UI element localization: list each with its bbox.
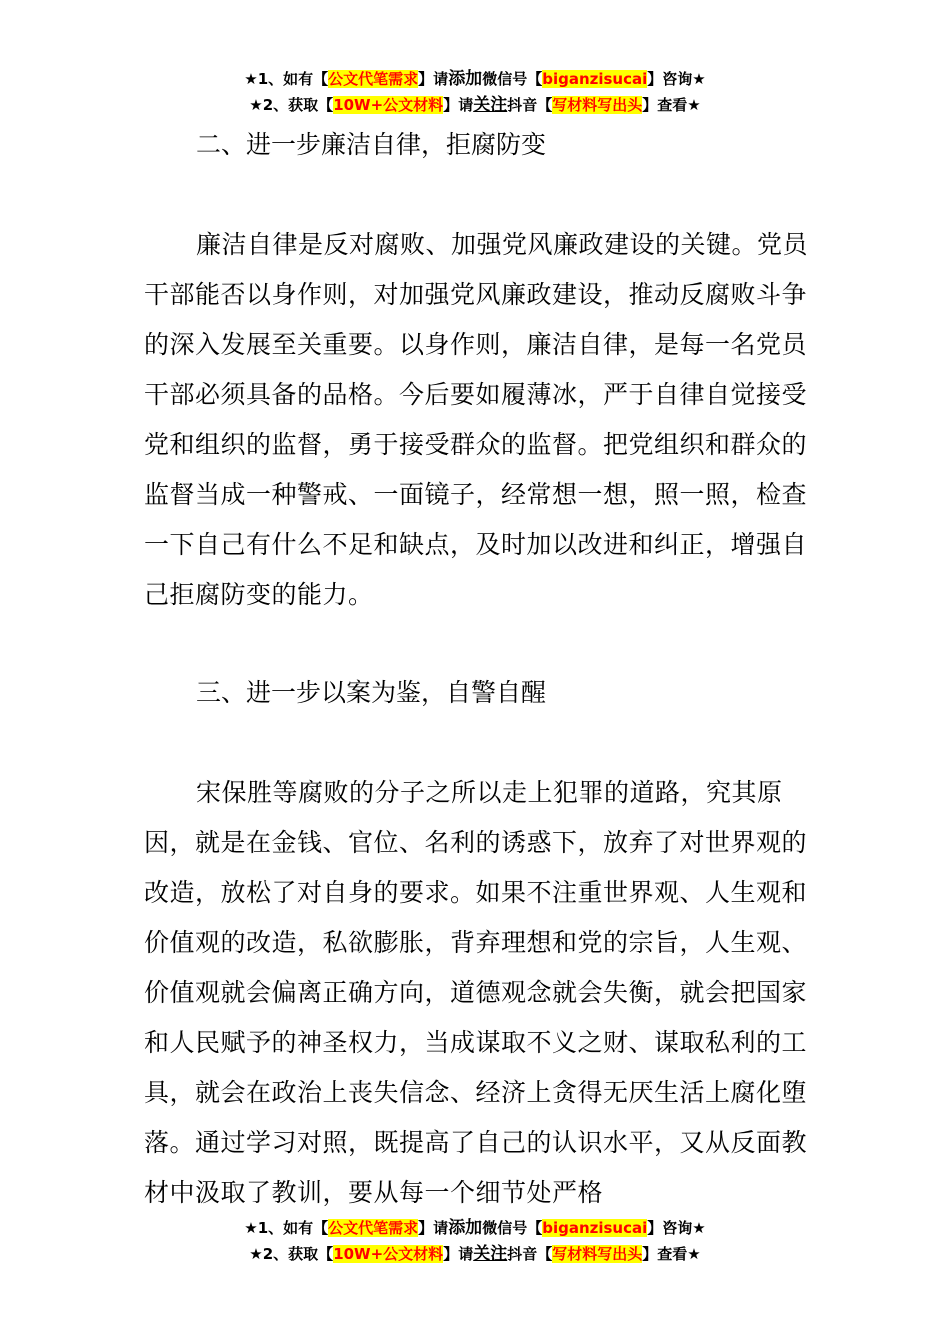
promo-wechat-id: biganzisucai [542,1219,648,1237]
promo-banner-top [0,66,950,118]
promo-emphasis: 关注 [473,1244,508,1264]
body-paragraph-1 [144,220,808,620]
promo-text: 抖音【 [507,1245,553,1263]
promo-highlight: 10W+公文材料 [333,1245,444,1263]
section-heading-2: 二、进一步廉洁自律，拒腐防变 [196,130,547,159]
paragraph-text: 宋保胜等腐败的分子之所以走上犯罪的道路，究其原因，就是在金钱、官位、名利的诱惑下，放弃了对世界观的改造，放松了对自身的要求。如果不注重世界观、人生观和价值观的改造，私欲膨胀，背弃理想和党的宗旨，人生观、价值观就会偏离正确方向，道德观念就会失衡，就会把国家和人民赋予的神圣权力，当成谋取不义之财、谋取私利的工具，就会在政治上丧失信念、经济上贪得无厌生活上腐化堕落。通过学习对照，既提高了自己的认识水平，又从反面教材中汲取了教训，要从每一个细节处严格 [144,778,808,1207]
promo-highlight: 公文代笔需求 [328,1219,419,1237]
promo-text: 微信号【 [482,1219,543,1237]
promo-line-2 [0,1241,950,1267]
promo-text: 】请 [443,1245,474,1263]
body-paragraph-2 [144,768,808,1218]
section-heading-3: 三、进一步以案为鉴，自警自醒 [196,678,547,707]
promo-line-2 [0,92,950,118]
paragraph-text: 廉洁自律是反对腐败、加强党风廉政建设的关键。党员干部能否以身作则，对加强党风廉政建设，推动反腐败斗争的深入发展至关重要。以身作则，廉洁自律，是每一名党员干部必须具备的品格。今后要如履薄冰，严于自律自觉接受党和组织的监督，勇于接受群众的监督。把党组织和群众的监督当成一种警戒、一面镜子，经常想一想，照一照，检查一下自己有什么不足和缺点，及时加以改进和纠正，增强自己拒腐防变的能力。 [144,230,809,609]
promo-suffix: 】查看★ [642,1245,701,1263]
promo-prefix: ★1、如有【 [244,1219,329,1237]
promo-highlight: 10W+公文材料 [333,96,444,114]
promo-text: 】请 [443,96,474,114]
promo-emphasis: 添加 [448,1218,483,1238]
promo-emphasis: 关注 [473,95,508,115]
promo-prefix: ★2、获取【 [249,1245,334,1263]
promo-wechat-id: biganzisucai [542,70,648,88]
promo-suffix: 】查看★ [642,96,701,114]
promo-banner-bottom [0,1215,950,1267]
promo-suffix: 】咨询★ [647,70,706,88]
promo-text: 】请 [418,1219,449,1237]
promo-highlight: 公文代笔需求 [328,70,419,88]
promo-line-1 [0,1215,950,1241]
promo-emphasis: 添加 [448,69,483,89]
promo-text: 抖音【 [507,96,553,114]
promo-douyin-id: 写材料写出头 [552,96,643,114]
promo-text: 】请 [418,70,449,88]
promo-prefix: ★2、获取【 [249,96,334,114]
promo-line-1 [0,66,950,92]
promo-text: 微信号【 [482,70,543,88]
promo-douyin-id: 写材料写出头 [552,1245,643,1263]
promo-suffix: 】咨询★ [647,1219,706,1237]
promo-prefix: ★1、如有【 [244,70,329,88]
